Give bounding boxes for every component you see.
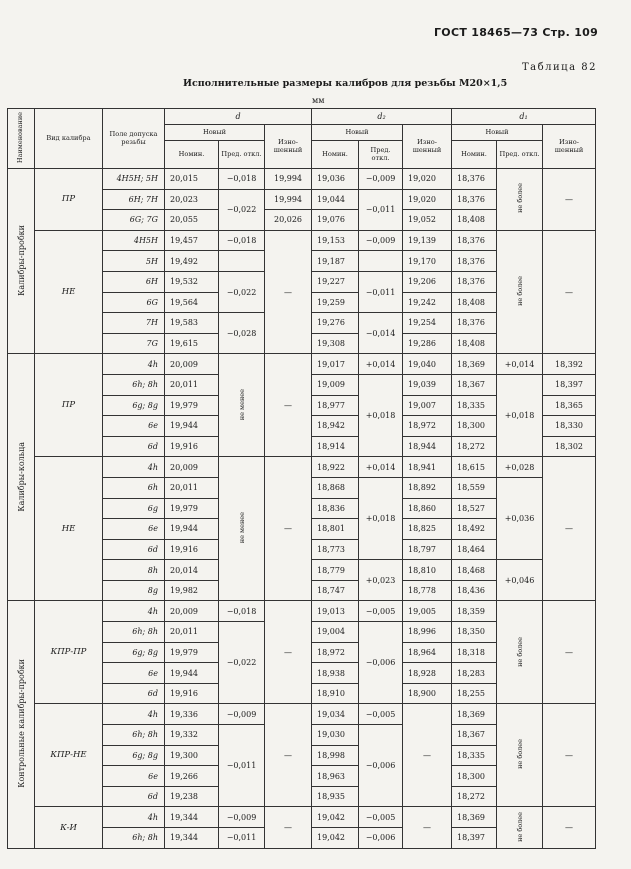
d-nominal: 19,238: [165, 786, 219, 807]
tolerance-field: 6h; 8h: [103, 828, 165, 849]
d2-nominal: 18,868: [312, 477, 359, 498]
d2-worn: 19,039: [403, 374, 452, 395]
d-nominal: 20,011: [165, 477, 219, 498]
d2-worn: 19,020: [403, 189, 452, 210]
d1-nominal: 18,367: [452, 725, 497, 746]
d1-nominal: 18,283: [452, 663, 497, 684]
d1-nominal: 18,615: [452, 457, 497, 478]
d-nominal: 20,055: [165, 210, 219, 231]
gauge-kind: НЕ: [35, 230, 103, 354]
d2-deviation: [359, 251, 403, 272]
d-deviation: −0,028: [219, 313, 265, 354]
d-deviation: −0,018: [219, 169, 265, 190]
d1-nominal: 18,376: [452, 169, 497, 190]
d1-nominal: 18,376: [452, 313, 497, 334]
d1-deviation: +0,028: [497, 457, 543, 478]
tolerance-field: 6h; 8h: [103, 374, 165, 395]
d1-nominal: 18,367: [452, 374, 497, 395]
tolerance-field: 8g: [103, 580, 165, 601]
d2-worn: 19,007: [403, 395, 452, 416]
d2-worn: 19,206: [403, 271, 452, 292]
d-nominal: 19,982: [165, 580, 219, 601]
table-title: Исполнительные размеры калибров для резьбы М20×1,5: [183, 78, 508, 89]
d2-worn: 19,020: [403, 169, 452, 190]
d2-worn: 18,797: [403, 539, 452, 560]
d1-deviation: +0,018: [497, 374, 543, 456]
tolerance-field: 6H: [103, 271, 165, 292]
d-nominal: 20,011: [165, 374, 219, 395]
vertical-label: не более: [515, 183, 524, 214]
table-row: [8, 457, 596, 478]
d2-worn: 18,860: [403, 498, 452, 519]
table-row: [8, 807, 596, 828]
d2-worn: 18,900: [403, 683, 452, 704]
header-tolerance-field: Поле допуска резьбы: [103, 109, 165, 169]
d1-worn: 18,365: [543, 395, 596, 416]
gauge-kind: ПР: [35, 354, 103, 457]
gauge-dimensions-table: [7, 108, 596, 849]
d2-worn: 18,972: [403, 416, 452, 437]
d-nominal: 19,944: [165, 663, 219, 684]
d1-nominal: 18,436: [452, 580, 497, 601]
d-nominal: 19,979: [165, 395, 219, 416]
tolerance-field: 5H: [103, 251, 165, 272]
d1-nominal: 18,350: [452, 622, 497, 643]
tolerance-field: 6d: [103, 436, 165, 457]
d1-note-ne-bolee: [497, 169, 543, 231]
d1-deviation: +0,046: [497, 560, 543, 601]
d2-deviation: −0,011: [359, 271, 403, 312]
d2-worn: 19,052: [403, 210, 452, 231]
header-d2-worn: Изно-шенный: [403, 125, 452, 169]
d-deviation: [219, 251, 265, 272]
d2-deviation: −0,011: [359, 189, 403, 230]
d1-nominal: 18,272: [452, 786, 497, 807]
d2-deviation: +0,018: [359, 477, 403, 559]
d1-nominal: 18,527: [452, 498, 497, 519]
d2-nominal: 19,259: [312, 292, 359, 313]
d1-nominal: 18,376: [452, 251, 497, 272]
header-d2-dev: Пред. откл.: [359, 141, 403, 169]
units-label: мм: [312, 96, 325, 105]
d1-nominal: 18,492: [452, 519, 497, 540]
tolerance-field: 6H; 7H: [103, 189, 165, 210]
gauge-kind: НЕ: [35, 457, 103, 601]
d2-worn: 18,928: [403, 663, 452, 684]
header-d-nom: Номин.: [165, 141, 219, 169]
d1-nominal: 18,369: [452, 704, 497, 725]
d2-worn: —: [403, 704, 452, 807]
d1-worn: —: [543, 704, 596, 807]
d1-worn: 18,392: [543, 354, 596, 375]
d2-nominal: 18,942: [312, 416, 359, 437]
d2-nominal: 19,153: [312, 230, 359, 251]
d2-deviation: −0,005: [359, 807, 403, 828]
tolerance-field: 4h: [103, 601, 165, 622]
d-nominal: 19,266: [165, 766, 219, 787]
d2-nominal: 18,773: [312, 539, 359, 560]
d2-nominal: 19,076: [312, 210, 359, 231]
gauge-kind: КПР-ПР: [35, 601, 103, 704]
d-nominal: 20,009: [165, 601, 219, 622]
vertical-label: не более: [515, 739, 524, 770]
tolerance-field: 6g: [103, 498, 165, 519]
d-nominal: 19,979: [165, 498, 219, 519]
d-worn: 19,994: [265, 189, 312, 210]
tolerance-field: 4H5H: [103, 230, 165, 251]
d-nominal: 19,336: [165, 704, 219, 725]
d2-nominal: 19,034: [312, 704, 359, 725]
d-nominal: 19,615: [165, 333, 219, 354]
d-nominal: 19,944: [165, 519, 219, 540]
tolerance-field: 6e: [103, 663, 165, 684]
d-nominal: 19,564: [165, 292, 219, 313]
gauge-kind: КПР-НЕ: [35, 704, 103, 807]
d2-nominal: 19,042: [312, 807, 359, 828]
d2-deviation: −0,006: [359, 622, 403, 704]
d-nominal: 19,916: [165, 539, 219, 560]
d1-nominal: 18,300: [452, 766, 497, 787]
vertical-label: Калибры-пробки: [16, 224, 26, 296]
d2-worn: 19,170: [403, 251, 452, 272]
tolerance-field: 7G: [103, 333, 165, 354]
d2-nominal: 18,922: [312, 457, 359, 478]
d2-nominal: 18,938: [312, 663, 359, 684]
d2-worn: 19,242: [403, 292, 452, 313]
header-d2-nom: Номин.: [312, 141, 359, 169]
gauge-kind: К-И: [35, 807, 103, 848]
header-d1-new: Новый: [452, 125, 543, 141]
d2-nominal: 19,036: [312, 169, 359, 190]
tolerance-field: 6e: [103, 519, 165, 540]
d2-deviation: −0,005: [359, 704, 403, 725]
d1-nominal: 18,464: [452, 539, 497, 560]
d2-nominal: 18,910: [312, 683, 359, 704]
d2-worn: 19,254: [403, 313, 452, 334]
table-row: [8, 354, 596, 375]
d2-deviation: −0,006: [359, 725, 403, 807]
d1-nominal: 18,369: [452, 807, 497, 828]
d-deviation: −0,022: [219, 622, 265, 704]
vertical-label: не менее: [237, 512, 246, 544]
d1-nominal: 18,255: [452, 683, 497, 704]
tolerance-field: 6g; 8g: [103, 745, 165, 766]
group-label: [8, 354, 35, 601]
d-worn: —: [265, 230, 312, 354]
header-d-dev: Пред. откл.: [219, 141, 265, 169]
d1-worn: —: [543, 457, 596, 601]
d1-nominal: 18,335: [452, 395, 497, 416]
d2-nominal: 19,013: [312, 601, 359, 622]
d2-nominal: 18,914: [312, 436, 359, 457]
d-nominal: 20,023: [165, 189, 219, 210]
d2-worn: 19,005: [403, 601, 452, 622]
header-d1-nom: Номин.: [452, 141, 497, 169]
d2-nominal: 18,747: [312, 580, 359, 601]
d1-nominal: 18,397: [452, 828, 497, 849]
d1-worn: 18,330: [543, 416, 596, 437]
header-d-worn: Изно-шенный: [265, 125, 312, 169]
d1-note-ne-bolee: [497, 704, 543, 807]
d1-worn: 18,302: [543, 436, 596, 457]
d2-nominal: 19,009: [312, 374, 359, 395]
d-worn: —: [265, 354, 312, 457]
d-note-ne-menee: [219, 457, 265, 601]
d1-nominal: 18,468: [452, 560, 497, 581]
d1-nominal: 18,408: [452, 333, 497, 354]
d1-nominal: 18,408: [452, 292, 497, 313]
tolerance-field: 4h: [103, 704, 165, 725]
d-deviation: −0,009: [219, 807, 265, 828]
d-deviation: −0,011: [219, 725, 265, 807]
d-worn: —: [265, 457, 312, 601]
tolerance-field: 6d: [103, 786, 165, 807]
tolerance-field: 6G: [103, 292, 165, 313]
d2-nominal: 18,998: [312, 745, 359, 766]
tolerance-field: 6h; 8h: [103, 725, 165, 746]
d-worn: —: [265, 601, 312, 704]
d2-worn: 19,139: [403, 230, 452, 251]
table-row: [8, 230, 596, 251]
tolerance-field: 6h: [103, 477, 165, 498]
d-note-ne-menee: [219, 354, 265, 457]
d1-note-ne-bolee: [497, 601, 543, 704]
tolerance-field: 6g; 8g: [103, 395, 165, 416]
d1-nominal: 18,408: [452, 210, 497, 231]
d1-nominal: 18,559: [452, 477, 497, 498]
d2-nominal: 19,227: [312, 271, 359, 292]
header-d1-dev: Пред. откл.: [497, 141, 543, 169]
d-deviation: −0,009: [219, 704, 265, 725]
gauge-kind: ПР: [35, 169, 103, 231]
d2-worn: 19,286: [403, 333, 452, 354]
tolerance-field: 4h: [103, 354, 165, 375]
d2-deviation: −0,006: [359, 828, 403, 849]
table-row: [8, 169, 596, 190]
d2-nominal: 18,935: [312, 786, 359, 807]
d2-worn: 18,892: [403, 477, 452, 498]
d1-worn: 18,397: [543, 374, 596, 395]
d1-worn: —: [543, 169, 596, 231]
d2-worn: 18,778: [403, 580, 452, 601]
d1-nominal: 18,318: [452, 642, 497, 663]
tolerance-field: 7H: [103, 313, 165, 334]
vertical-label: не более: [515, 636, 524, 667]
vertical-label: Калибры-кольца: [16, 441, 26, 512]
d2-deviation: −0,009: [359, 230, 403, 251]
table-label: Таблица 82: [522, 62, 597, 73]
d2-deviation: −0,005: [359, 601, 403, 622]
header-d1-worn: Изно-шенный: [543, 125, 596, 169]
d2-nominal: 19,187: [312, 251, 359, 272]
table-row: [8, 704, 596, 725]
d2-worn: 18,964: [403, 642, 452, 663]
d2-worn: 18,825: [403, 519, 452, 540]
d1-nominal: 18,359: [452, 601, 497, 622]
tolerance-field: 4H5H; 5H: [103, 169, 165, 190]
d1-nominal: 18,335: [452, 745, 497, 766]
header-naimenovanie: Наименование: [8, 109, 35, 169]
d-nominal: 19,583: [165, 313, 219, 334]
d2-nominal: 19,030: [312, 725, 359, 746]
d1-note-ne-bolee: [497, 807, 543, 848]
d2-deviation: +0,018: [359, 374, 403, 456]
header-d-new: Новый: [165, 125, 265, 141]
d1-note-ne-bolee: [497, 230, 543, 354]
d2-nominal: 19,044: [312, 189, 359, 210]
d2-nominal: 18,963: [312, 766, 359, 787]
d2-nominal: 19,004: [312, 622, 359, 643]
d-nominal: 19,979: [165, 642, 219, 663]
d2-deviation: +0,014: [359, 354, 403, 375]
d1-worn: —: [543, 807, 596, 848]
d2-deviation: −0,009: [359, 169, 403, 190]
d1-nominal: 18,300: [452, 416, 497, 437]
group-label: [8, 601, 35, 848]
d1-nominal: 18,376: [452, 230, 497, 251]
d1-deviation: +0,014: [497, 354, 543, 375]
d-deviation: −0,018: [219, 601, 265, 622]
d2-nominal: 18,972: [312, 642, 359, 663]
d2-deviation: +0,014: [359, 457, 403, 478]
d1-nominal: 18,376: [452, 271, 497, 292]
d2-nominal: 19,017: [312, 354, 359, 375]
d-nominal: 19,916: [165, 436, 219, 457]
d2-nominal: 19,042: [312, 828, 359, 849]
d2-nominal: 18,779: [312, 560, 359, 581]
d-nominal: 19,532: [165, 271, 219, 292]
header-d2: d₂: [312, 109, 452, 125]
d2-worn: 19,040: [403, 354, 452, 375]
d-nominal: 19,344: [165, 828, 219, 849]
d-nominal: 20,009: [165, 354, 219, 375]
tolerance-field: 6d: [103, 683, 165, 704]
d-worn: —: [265, 807, 312, 848]
d2-worn: 18,996: [403, 622, 452, 643]
d-nominal: 19,916: [165, 683, 219, 704]
table-row: [8, 601, 596, 622]
tolerance-field: 6h; 8h: [103, 622, 165, 643]
d1-nominal: 18,376: [452, 189, 497, 210]
tolerance-field: 6e: [103, 766, 165, 787]
header-kind: Вид калибра: [35, 109, 103, 169]
tolerance-field: 6d: [103, 539, 165, 560]
d-deviation: −0,011: [219, 828, 265, 849]
d2-worn: —: [403, 807, 452, 848]
d-nominal: 19,457: [165, 230, 219, 251]
d-nominal: 20,009: [165, 457, 219, 478]
d-worn: 20,026: [265, 210, 312, 231]
group-label: [8, 169, 35, 354]
d2-worn: 18,944: [403, 436, 452, 457]
d-nominal: 19,300: [165, 745, 219, 766]
d2-nominal: 18,836: [312, 498, 359, 519]
d-worn: —: [265, 704, 312, 807]
d-deviation: −0,018: [219, 230, 265, 251]
d2-deviation: +0,023: [359, 560, 403, 601]
tolerance-field: 4h: [103, 457, 165, 478]
d2-nominal: 18,801: [312, 519, 359, 540]
d1-nominal: 18,272: [452, 436, 497, 457]
d-nominal: 20,015: [165, 169, 219, 190]
d2-deviation: −0,014: [359, 313, 403, 354]
tolerance-field: 6e: [103, 416, 165, 437]
d2-nominal: 18,977: [312, 395, 359, 416]
tolerance-field: 4h: [103, 807, 165, 828]
d-worn: 19,994: [265, 169, 312, 190]
tolerance-field: 6g; 8g: [103, 642, 165, 663]
d1-nominal: 18,369: [452, 354, 497, 375]
d2-worn: 18,941: [403, 457, 452, 478]
d1-worn: —: [543, 601, 596, 704]
d1-worn: —: [543, 230, 596, 354]
d2-nominal: 19,276: [312, 313, 359, 334]
d-nominal: 20,014: [165, 560, 219, 581]
d2-nominal: 19,308: [312, 333, 359, 354]
tolerance-field: 6G; 7G: [103, 210, 165, 231]
d-nominal: 19,492: [165, 251, 219, 272]
d-deviation: −0,022: [219, 189, 265, 230]
d-nominal: 19,332: [165, 725, 219, 746]
d2-worn: 18,810: [403, 560, 452, 581]
d-nominal: 19,344: [165, 807, 219, 828]
header-d: d: [165, 109, 312, 125]
header-d1: d₁: [452, 109, 596, 125]
vertical-label: не более: [515, 276, 524, 307]
d-deviation: −0,022: [219, 271, 265, 312]
page-header: ГОСТ 18465—73 Стр. 109: [434, 26, 599, 39]
vertical-label: Контрольные калибры-пробки: [16, 659, 26, 788]
tolerance-field: 8h: [103, 560, 165, 581]
d1-deviation: +0,036: [497, 477, 543, 559]
d-nominal: 20,011: [165, 622, 219, 643]
d-nominal: 19,944: [165, 416, 219, 437]
vertical-label: не менее: [237, 388, 246, 420]
vertical-label: не более: [515, 811, 524, 842]
header-d2-new: Новый: [312, 125, 403, 141]
